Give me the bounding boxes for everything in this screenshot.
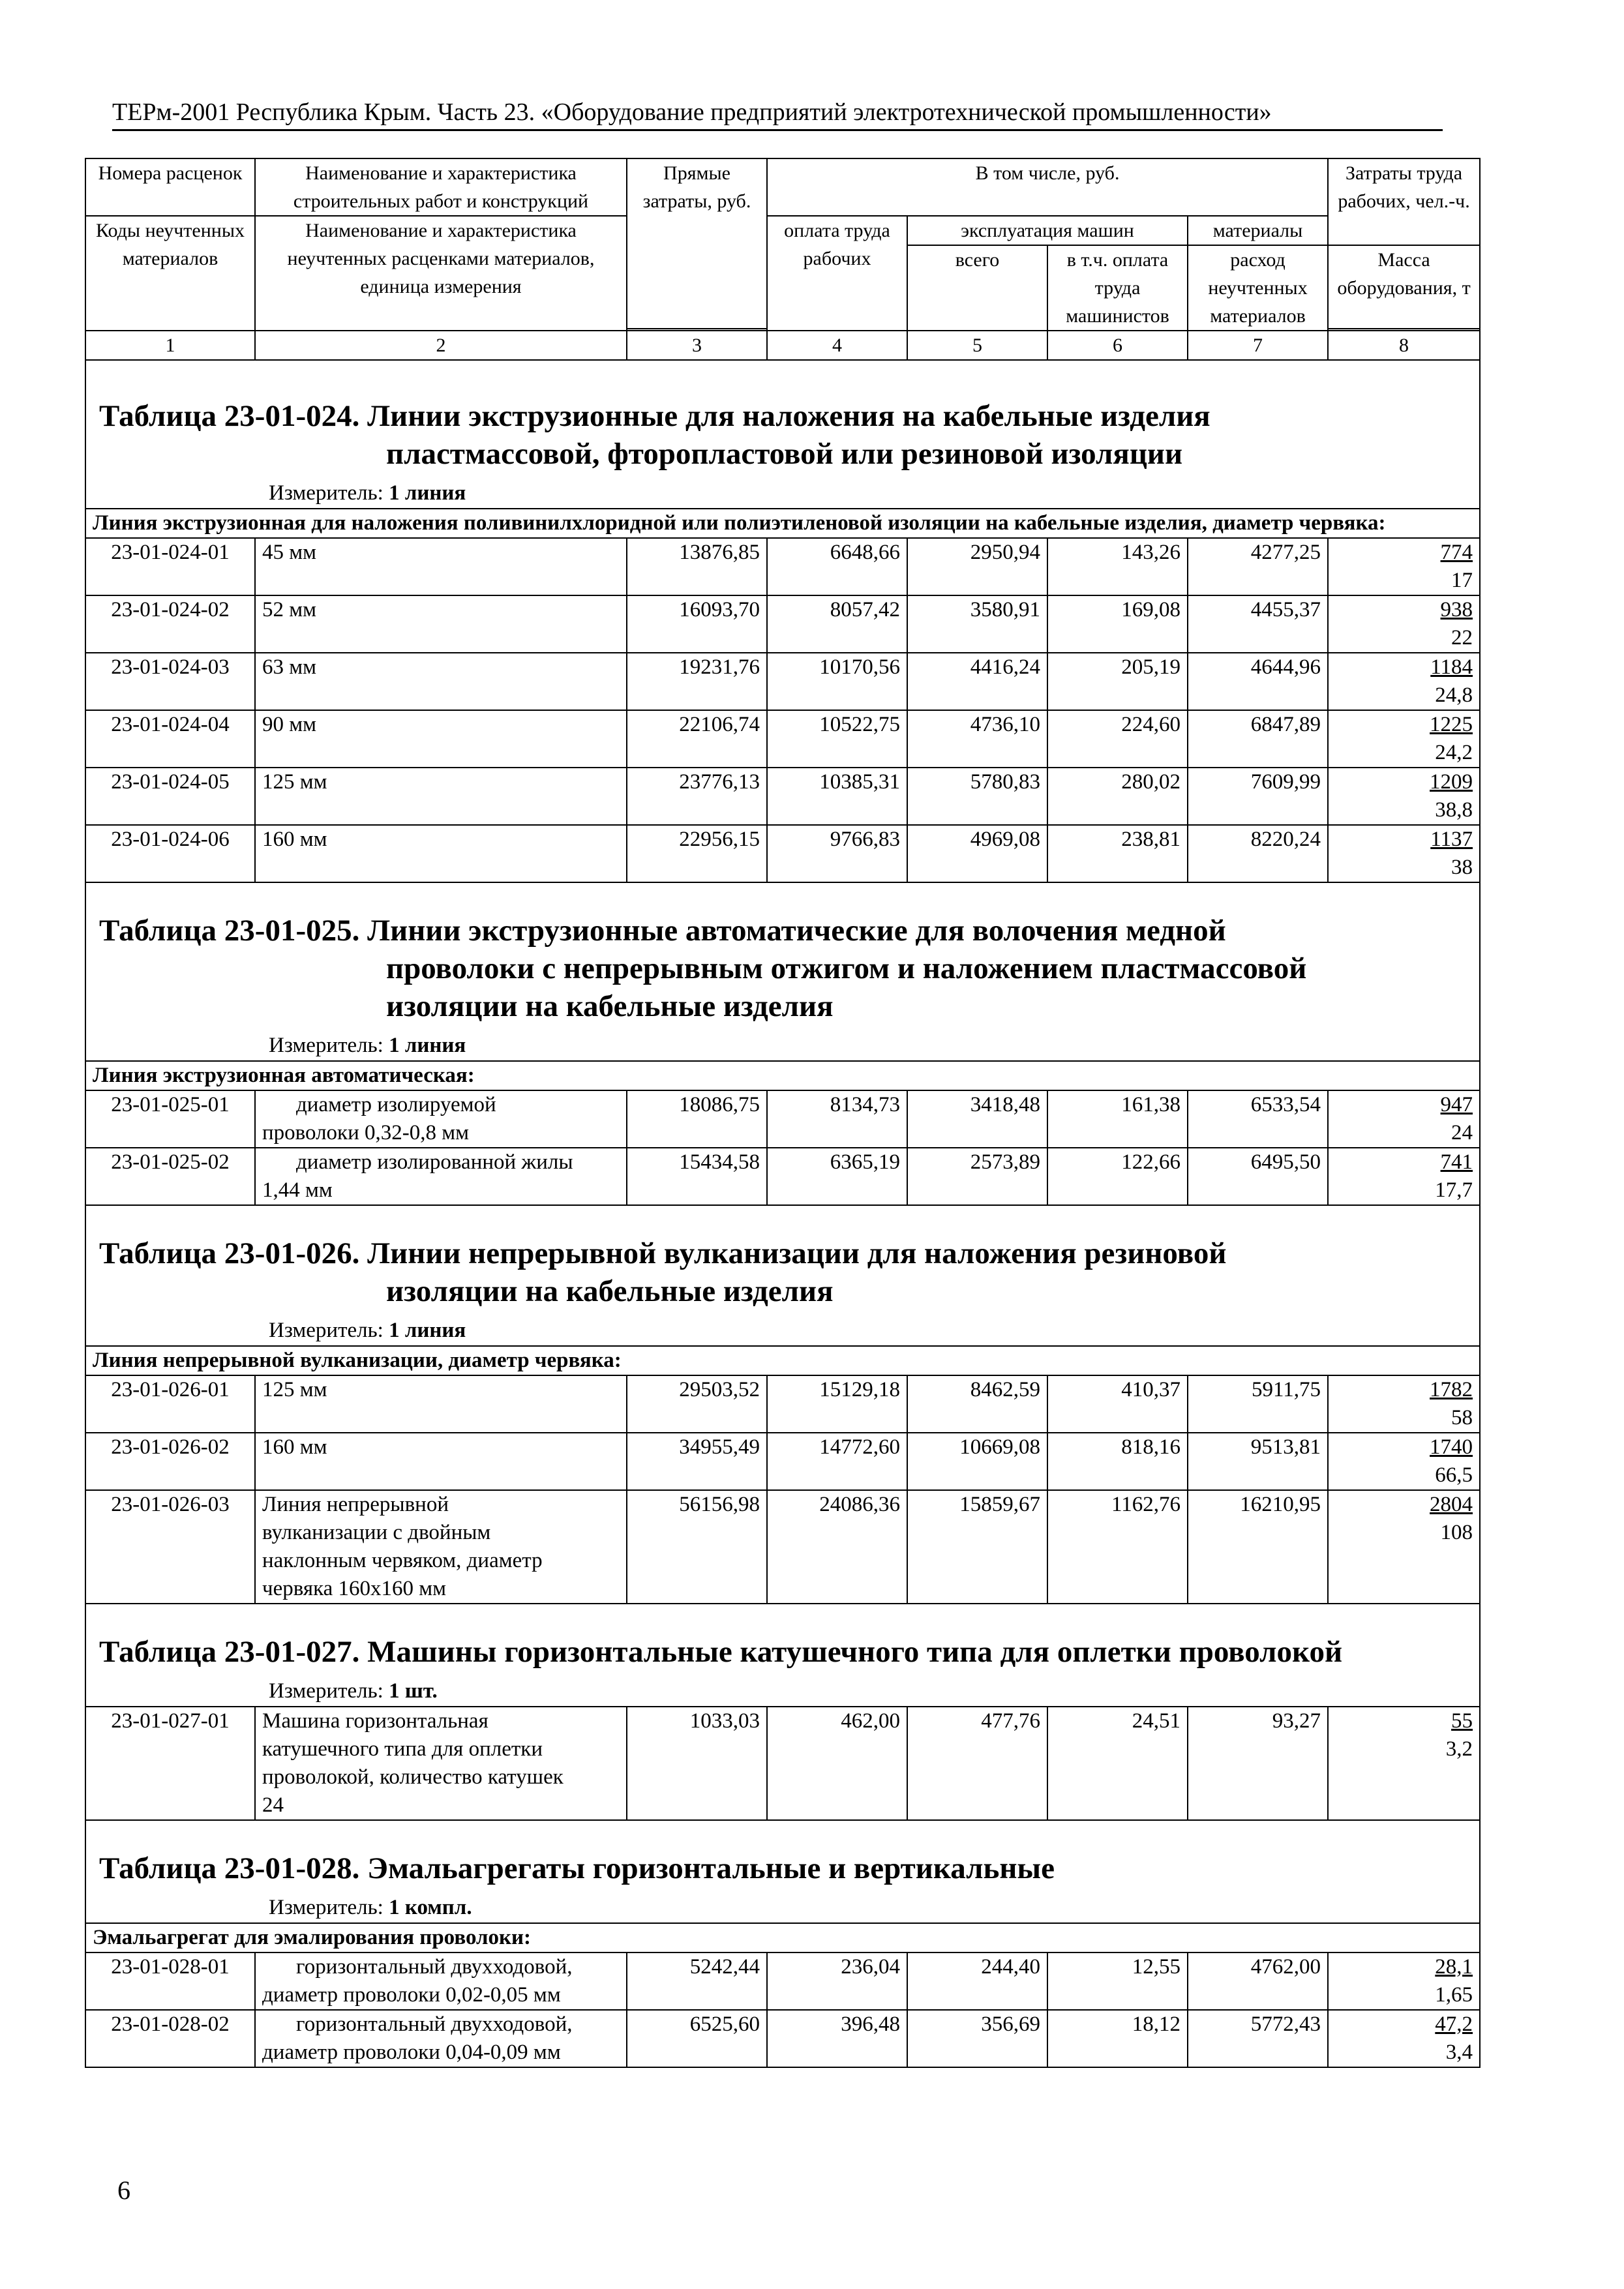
col2-header-a: Наименование и характеристика строительных работ и конструкций [255, 158, 627, 216]
table-024-title: Таблица 23-01-024. Линии экструзионные для наложения на кабельные изделия пластмассовой, фторопластовой или резиновой изоляции [99, 399, 1210, 471]
col6-header: в т.ч. оплата труда машинистов [1047, 245, 1188, 331]
col4-header: оплата труда рабочих [767, 216, 907, 331]
page-number: 6 [117, 2176, 130, 2205]
col-number: 8 [1328, 331, 1480, 360]
table-row: 23-01-028-01 горизонтальный двухходовой, диаметр проволоки 0,02-0,05 мм 5242,44 236,04 244,40 12,55 4762,00 28,1 1,65 [85, 1952, 1480, 2010]
rates-table [85, 158, 1481, 2068]
table-row: 23-01-026-03 Линия непрерывной вулканизации с двойным наклонным червяком, диаметр червяка 160х160 мм 56156,98 24086,36 15859,67 1162,76 16210,95 2804 108 [85, 1490, 1480, 1604]
group-header: В том числе, руб. [767, 158, 1328, 216]
table-row: 23-01-026-01 125 мм 29503,52 15129,18 8462,59 410,37 5911,75 1782 58 [85, 1375, 1480, 1433]
table-027-measure: Измеритель: 1 шт. [269, 1679, 438, 1703]
header-row-1 [85, 158, 1480, 216]
table-row: 23-01-024-04 90 мм 22106,74 10522,75 4736,10 224,60 6847,89 1225 24,2 [85, 710, 1480, 768]
table-026-measure: Измеритель: 1 линия [269, 1319, 466, 1342]
col7-header: расход неучтенных материалов [1188, 245, 1328, 331]
col3-header: Прямые затраты, руб. [627, 158, 767, 329]
table-025-title: Таблица 23-01-025. Линии экструзионные автоматические для волочения медной проволоки с непрерывным отжигом и наложением пластмассовой изоляции на кабельные изделия [99, 914, 1307, 1023]
table-row: 23-01-024-03 63 мм 19231,76 10170,56 4416,24 205,19 4644,96 1184 24,8 [85, 653, 1480, 710]
col-number: 3 [627, 331, 767, 360]
table-026-group-row: Линия непрерывной вулканизации, диаметр червяка: [85, 1346, 1480, 1375]
table-row: 23-01-025-01 диаметр изолируемой проволоки 0,32-0,8 мм 18086,75 8134,73 3418,48 161,38 6533,54 947 24 [85, 1090, 1480, 1148]
col5-header: всего [907, 245, 1047, 331]
col1-header-a: Номера расценок [85, 158, 255, 216]
header-row-2 [85, 216, 1480, 245]
col-number: 5 [907, 331, 1047, 360]
col2-header-b: Наименование и характеристика неучтенных расценками материалов, единица измерения [255, 216, 627, 331]
page-header: ТЕРм-2001 Республика Крым. Часть 23. «Оборудование предприятий электротехнической промышленности» [112, 98, 1443, 131]
table-028-group-row: Эмальагрегат для эмалирования проволоки: [85, 1923, 1480, 1952]
table-025-measure: Измеритель: 1 линия [269, 1034, 466, 1057]
col1-header-b: Коды неучтенных материалов [85, 216, 255, 331]
col8-header-b: Масса оборудования, т [1328, 245, 1480, 329]
col8-header-a: Затраты труда рабочих, чел.-ч. [1328, 158, 1480, 245]
table-row: 23-01-026-02 160 мм 34955,49 14772,60 10669,08 818,16 9513,81 1740 66,5 [85, 1433, 1480, 1490]
table-row: 23-01-028-02 горизонтальный двухходовой, диаметр проволоки 0,04-0,09 мм 6525,60 396,48 356,69 18,12 5772,43 47,2 3,4 [85, 2010, 1480, 2067]
table-024-title-row [85, 360, 1480, 509]
table-row: 23-01-024-05 125 мм 23776,13 10385,31 5780,83 280,02 7609,99 1209 38,8 [85, 768, 1480, 825]
table-row: 23-01-024-02 52 мм 16093,70 8057,42 3580,91 169,08 4455,37 938 22 [85, 595, 1480, 653]
col-number: 6 [1047, 331, 1188, 360]
table-025-group-row: Линия экструзионная автоматическая: [85, 1061, 1480, 1090]
table-row: 23-01-024-01 45 мм 13876,85 6648,66 2950,94 143,26 4277,25 774 17 [85, 538, 1480, 595]
col-number: 2 [255, 331, 627, 360]
table-row: 23-01-027-01 Машина горизонтальная катушечного типа для оплетки проволокой, количество катушек 24 1033,03 462,00 477,76 24,51 93,27 55 3,2 [85, 1707, 1480, 1820]
table-026-title-row [85, 1205, 1480, 1346]
col-number: 4 [767, 331, 907, 360]
col-number: 7 [1188, 331, 1328, 360]
col-number: 1 [85, 331, 255, 360]
machines-header: эксплуатация машин [907, 216, 1188, 245]
table-028-title-row [85, 1820, 1480, 1923]
table-026-title: Таблица 23-01-026. Линии непрерывной вулканизации для наложения резиновой изоляции на кабельные изделия [99, 1236, 1227, 1308]
table-row: 23-01-024-06 160 мм 22956,15 9766,83 4969,08 238,81 8220,24 1137 38 [85, 825, 1480, 882]
table-028-title: Таблица 23-01-028. Эмальагрегаты горизонтальные и вертикальные [99, 1851, 1055, 1885]
table-028-measure: Измеритель: 1 компл. [269, 1896, 472, 1919]
table-row: 23-01-025-02 диаметр изолированной жилы 1,44 мм 15434,58 6365,19 2573,89 122,66 6495,50 741 17,7 [85, 1148, 1480, 1205]
materials-header: материалы [1188, 216, 1328, 245]
table-027-title-row [85, 1604, 1480, 1707]
table-024-measure: Измеритель: 1 линия [269, 481, 466, 505]
column-numbers-row [85, 331, 1480, 360]
table-025-title-row [85, 882, 1480, 1061]
table-024-group-row: Линия экструзионная для наложения поливинилхлоридной или полиэтиленовой изоляции на кабельные изделия, диаметр червяка: [85, 509, 1480, 538]
table-027-title: Таблица 23-01-027. Машины горизонтальные катушечного типа для оплетки проволокой [99, 1635, 1343, 1669]
